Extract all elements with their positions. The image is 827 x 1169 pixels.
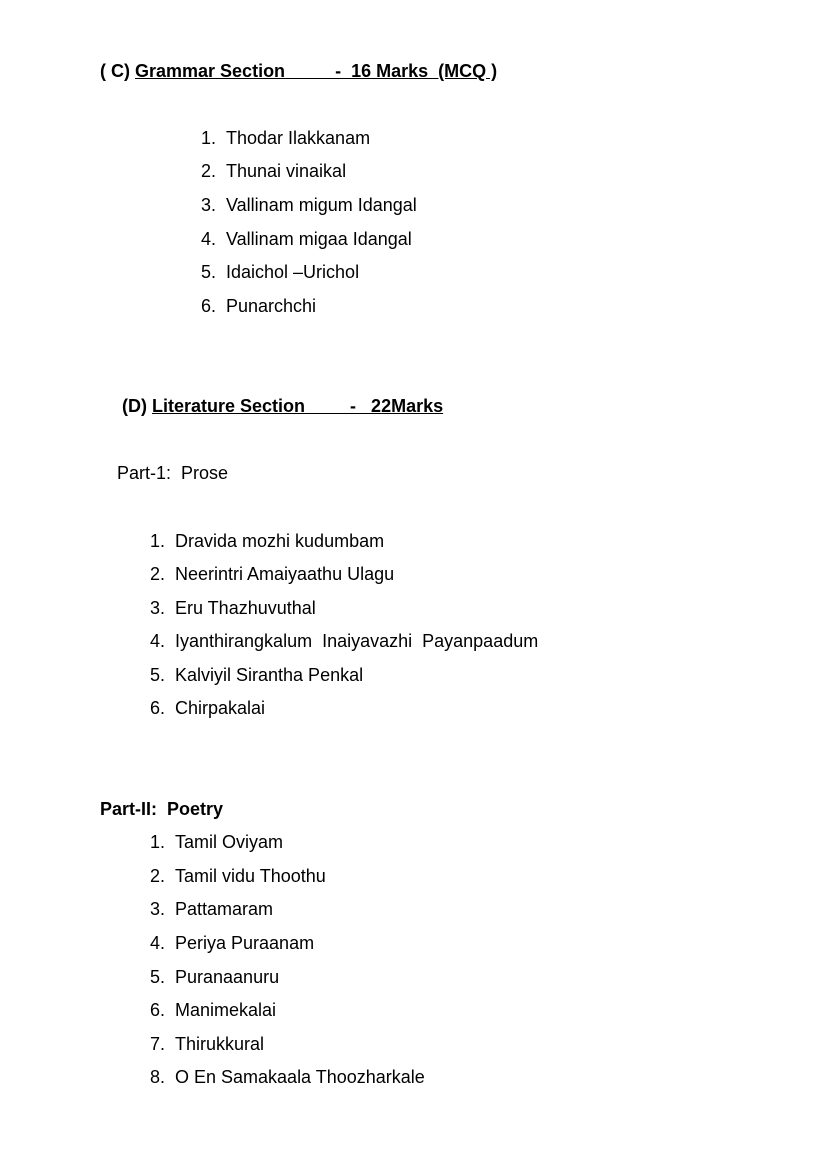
list-item — [201, 261, 359, 283]
list-item-number: 2. — [150, 866, 166, 886]
list-item — [150, 1066, 425, 1088]
list-item-number: 3. — [150, 899, 166, 919]
list-item-number: 2. — [150, 564, 166, 584]
list-item-text: Punarchchi — [226, 296, 317, 316]
list-item-number: 3. — [150, 598, 166, 618]
list-item-number: 5. — [150, 967, 166, 987]
grammar-section-heading — [100, 60, 497, 82]
list-item — [150, 865, 326, 887]
grammar-section-title-underlined — [135, 61, 497, 81]
list-item-number: 2. — [201, 161, 217, 181]
list-item-number: 1. — [150, 531, 166, 551]
literature-section-prefix: (D) — [122, 396, 152, 416]
literature-section-marks: - 22Marks — [305, 396, 444, 416]
list-item-number: 5. — [201, 262, 217, 282]
literature-section-title: Literature Section — [152, 396, 306, 416]
list-item — [150, 831, 283, 853]
list-item-number: 1. — [201, 128, 217, 148]
prose-heading: Part-1: Prose — [117, 463, 229, 483]
list-item — [150, 898, 273, 920]
list-item-text: Vallinam migaa Idangal — [226, 229, 412, 249]
list-item-number: 6. — [150, 1000, 166, 1020]
list-item-text: Iyanthirangkalum Inaiyavazhi Payanpaadum — [175, 631, 539, 651]
list-item — [201, 228, 412, 250]
list-item-text: Thodar Ilakkanam — [226, 128, 371, 148]
list-item-text: Idaichol –Urichol — [226, 262, 360, 282]
list-item — [150, 630, 538, 652]
list-item-text: Puranaanuru — [175, 967, 280, 987]
list-item — [150, 597, 316, 619]
list-item-text: Thirukkural — [175, 1034, 265, 1054]
list-item — [150, 664, 363, 686]
list-item-number: 3. — [201, 195, 217, 215]
list-item — [150, 697, 265, 719]
list-item-text: O En Samakaala Thoozharkale — [175, 1067, 425, 1087]
list-item-text: Neerintri Amaiyaathu Ulagu — [175, 564, 395, 584]
list-item — [150, 1033, 264, 1055]
grammar-section-title: Grammar Section — [135, 61, 286, 81]
list-item-number: 5. — [150, 665, 166, 685]
list-item-text: Tamil Oviyam — [175, 832, 284, 852]
list-item-text: Kalviyil Sirantha Penkal — [175, 665, 364, 685]
list-item-text: Thunai vinaikal — [226, 161, 347, 181]
list-item — [150, 966, 279, 988]
list-item-text: Pattamaram — [175, 899, 274, 919]
list-item-number: 4. — [150, 933, 166, 953]
list-item — [150, 563, 394, 585]
list-item — [201, 194, 417, 216]
list-item — [150, 999, 276, 1021]
poetry-heading: Part-II: Poetry — [100, 799, 224, 819]
list-item-text: Manimekalai — [175, 1000, 277, 1020]
list-item — [150, 530, 384, 552]
list-item-number: 6. — [150, 698, 166, 718]
list-item-number: 4. — [201, 229, 217, 249]
list-item-number: 4. — [150, 631, 166, 651]
literature-section-heading — [122, 395, 443, 417]
list-item-number: 8. — [150, 1067, 166, 1087]
list-item — [201, 295, 316, 317]
list-item-text: Chirpakalai — [175, 698, 266, 718]
list-item-text: Vallinam migum Idangal — [226, 195, 417, 215]
list-item-number: 7. — [150, 1034, 166, 1054]
list-item-text: Dravida mozhi kudumbam — [175, 531, 385, 551]
list-item-text: Tamil vidu Thoothu — [175, 866, 326, 886]
literature-section-title-underlined — [152, 396, 443, 416]
list-item — [201, 160, 346, 182]
list-item-number: 6. — [201, 296, 217, 316]
grammar-section-marks: - 16 Marks (MCQ ) — [285, 61, 498, 81]
list-item-text: Periya Puraanam — [175, 933, 315, 953]
grammar-section-prefix: ( C) — [100, 61, 135, 81]
list-item — [201, 127, 370, 149]
list-item-number: 1. — [150, 832, 166, 852]
list-item — [150, 932, 314, 954]
list-item-text: Eru Thazhuvuthal — [175, 598, 316, 618]
